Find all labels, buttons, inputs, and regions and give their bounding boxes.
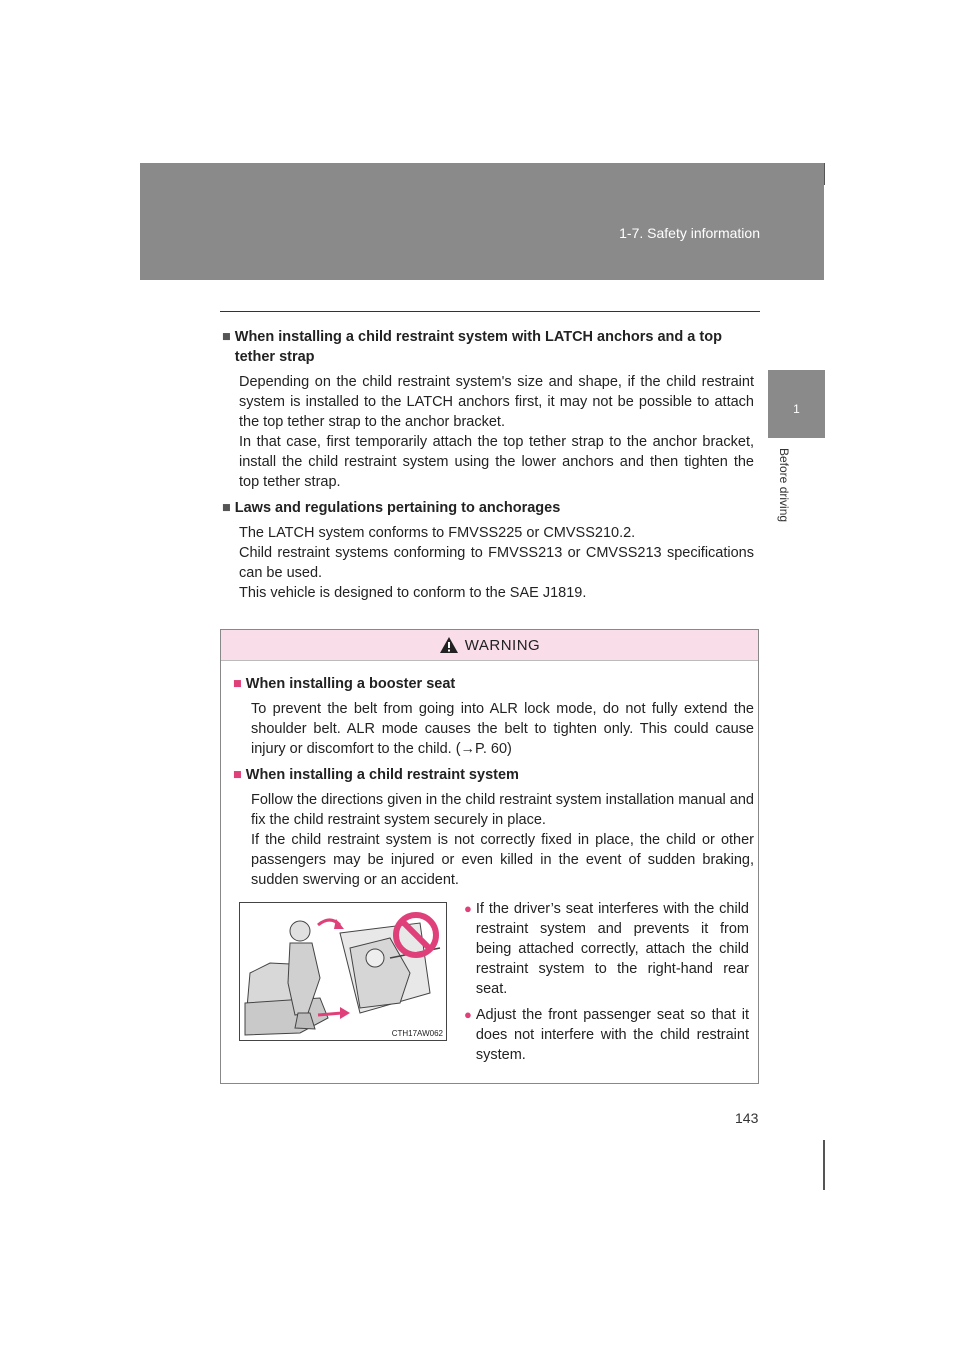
illustration-code: CTH17AW062 — [391, 1029, 443, 1038]
warning-box — [220, 629, 759, 1084]
paragraph: If the child restraint system is not correctly fixed in place, the child or other passengers may be injured or even killed in the event of sudden braking, sudden swerving or an accident. — [251, 832, 754, 888]
list-item — [464, 899, 749, 999]
section-laws — [222, 498, 754, 603]
bullet-text: If the driver’s seat interferes with the child restraint system and prevents it from being attached correctly, attach the child restraint system to the right-hand rear seat. — [475, 901, 749, 997]
square-bullet-icon: ■ — [222, 329, 231, 345]
header-band — [140, 163, 824, 280]
page-number: 143 — [735, 1110, 759, 1126]
chapter-tab — [768, 370, 825, 438]
section-title: 1-7. Safety information — [619, 225, 760, 241]
warning-heading — [233, 674, 754, 694]
chapter-label: Before driving — [777, 448, 791, 523]
paragraph: Follow the directions given in the child restraint system installation manual and fix the child restraint system securely in place. — [251, 792, 754, 828]
bullet-dot-icon: ● — [464, 1007, 472, 1022]
main-content — [222, 327, 754, 609]
warning-title: WARNING — [464, 636, 541, 654]
paragraph: Child restraint systems conforming to FMVSS213 or CMVSS213 specifications can be used. — [239, 545, 754, 581]
top-rule — [220, 311, 760, 312]
warning-header — [221, 630, 758, 661]
crop-mark — [823, 1140, 825, 1190]
warning-section-booster — [233, 674, 754, 759]
bullet-dot-icon: ● — [464, 901, 472, 916]
section-heading — [222, 498, 754, 518]
heading-text: Laws and regulations pertaining to anchorages — [234, 500, 561, 516]
paragraph: This vehicle is designed to conform to the SAE J1819. — [239, 585, 587, 601]
section-heading — [222, 327, 754, 367]
paragraph: The LATCH system conforms to FMVSS225 or CMVSS210.2. — [239, 525, 636, 541]
bullet-text: Adjust the front passenger seat so that it does not interfere with the child restraint system. — [475, 1007, 749, 1063]
paragraph: To prevent the belt from going into ALR lock mode, do not fully extend the shoulder belt. ALR mode causes the belt to tighten only. This could cause injury or discomfort to the child. (→P. 60) — [251, 701, 754, 757]
warning-heading — [233, 765, 754, 785]
warning-body — [233, 674, 754, 896]
car-seat-illustration-icon — [240, 903, 446, 1040]
warning-triangle-icon — [439, 636, 459, 654]
square-bullet-icon: ■ — [222, 500, 231, 516]
warning-bullets — [464, 899, 749, 1071]
chapter-number: 1 — [793, 402, 800, 416]
section-latch — [222, 327, 754, 492]
square-bullet-icon: ■ — [233, 767, 242, 783]
list-item — [464, 1005, 749, 1065]
heading-text: When installing a child restraint system with LATCH anchors and a top tether strap — [234, 329, 722, 365]
paragraph: Depending on the child restraint system's size and shape, if the child restraint system is installed to the LATCH anchors first, it may not be possible to attach the top tether strap to the anchor bracket. — [239, 374, 754, 430]
paragraph: In that case, first temporarily attach the top tether strap to the anchor bracket, install the child restraint system using the lower anchors and then tighten the top tether strap. — [239, 434, 754, 490]
square-bullet-icon: ■ — [233, 676, 242, 692]
warning-section-crs — [233, 765, 754, 890]
seat-interference-illustration — [239, 902, 447, 1041]
heading-text: When installing a booster seat — [245, 676, 456, 692]
heading-text: When installing a child restraint system — [245, 767, 519, 783]
